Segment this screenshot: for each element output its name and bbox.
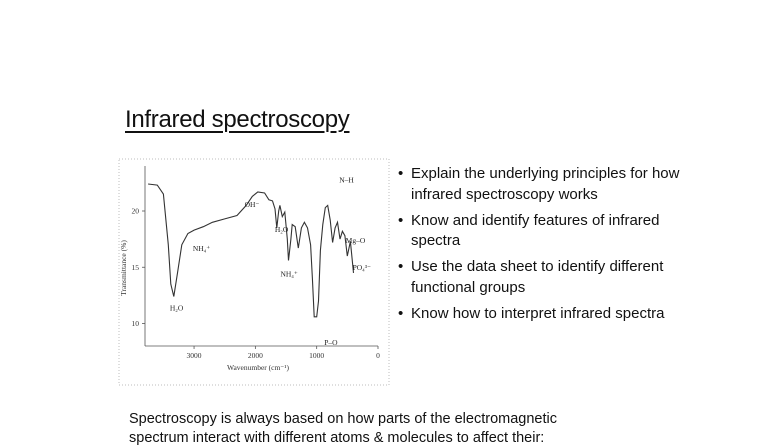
- footer-line: spectrum interact with different atoms & molecules to affect their:: [129, 430, 545, 446]
- x-tick-label: 1000: [309, 351, 325, 360]
- x-tick-label: 3000: [186, 351, 202, 360]
- peak-label: NH₄⁺: [280, 269, 298, 279]
- slide-title: Infrared spectroscopy: [125, 106, 350, 133]
- peak-label: N–H: [339, 175, 354, 185]
- ir-spectrum-chart: [118, 158, 390, 386]
- ir-spectrum-figure: [118, 158, 390, 386]
- peak-label: PO₄³⁻: [352, 263, 371, 272]
- bullet-item: • Use the data sheet to identify different functional groups: [398, 257, 698, 298]
- x-tick-label: 0: [376, 351, 380, 360]
- peak-label: H₂O: [274, 224, 289, 234]
- y-tick-label: 20: [131, 206, 139, 216]
- y-tick-label: 15: [131, 262, 139, 272]
- peak-label: NH₄⁺: [192, 243, 211, 253]
- y-axis-label: Transmittance (%): [119, 240, 128, 296]
- peak-label: P–O: [324, 337, 338, 347]
- bullet-item: • Explain the underlying principles for how infrared spectroscopy works: [398, 164, 698, 205]
- footer-line: Spectroscopy is always based on how parts of the electromagnetic: [129, 411, 557, 427]
- x-axis-label: Wavenumber (cm⁻¹): [226, 363, 290, 372]
- x-tick-label: 2000: [247, 351, 263, 360]
- peak-label: OH⁻: [244, 200, 260, 209]
- bullet-item: • Know how to interpret infrared spectra: [398, 304, 698, 325]
- peak-label: H₂O: [169, 303, 184, 313]
- peak-label: Mg–O: [345, 236, 366, 246]
- y-tick-label: 10: [131, 319, 139, 328]
- footer-text: [129, 410, 749, 448]
- objectives-list: [398, 164, 698, 330]
- bullet-item: • Know and identify features of infrared spectra: [398, 211, 698, 252]
